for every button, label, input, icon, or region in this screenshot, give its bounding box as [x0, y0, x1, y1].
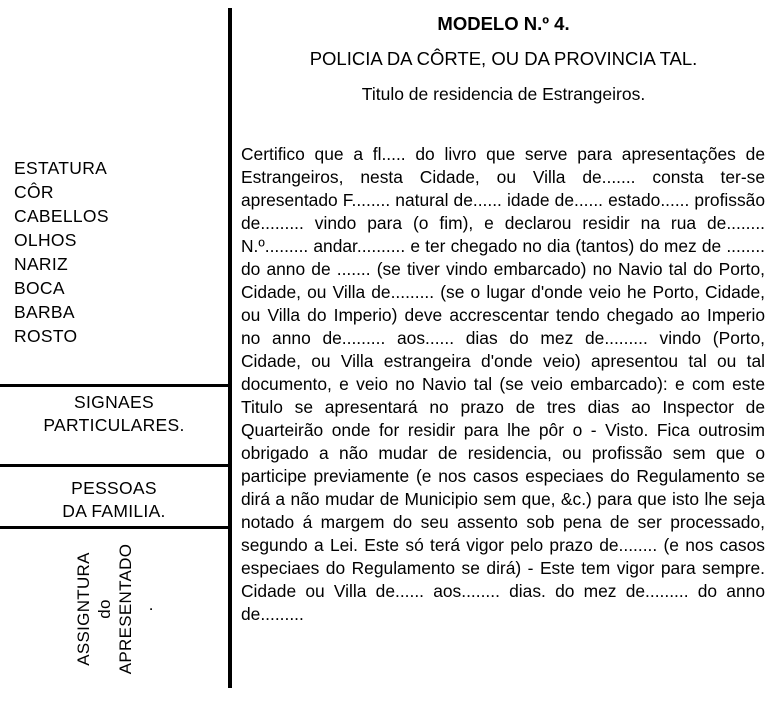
document-subheading: Titulo de residencia de Estrangeiros. [361, 84, 646, 104]
physical-traits-list [14, 156, 109, 348]
trait-label-barba: BARBA [14, 302, 75, 322]
pessoas-line-1: PESSOAS [71, 478, 157, 498]
document-title: MODELO N.º 4. [437, 13, 570, 34]
signature-rotated-label [73, 539, 161, 679]
signature-line-1: ASSIGNTURA [74, 552, 93, 666]
section-divider-middle [0, 464, 230, 467]
signature-line-4: . [137, 606, 156, 612]
signaes-line-1: SIGNAES [74, 392, 154, 412]
trait-label-estatura: ESTATURA [14, 158, 108, 178]
document-body [240, 0, 767, 719]
pessoas-line-2: DA FAMILIA. [62, 501, 166, 521]
document-subtitle: POLICIA DA CÔRTE, OU DA PROVINCIA TAL. [309, 48, 698, 69]
trait-label-cabellos: CABELLOS [14, 206, 109, 226]
vertical-divider [228, 8, 232, 688]
trait-label-rosto: ROSTO [14, 326, 78, 346]
signature-line-2: do [95, 599, 114, 619]
pessoas-section-label [0, 477, 228, 523]
certificate-text: Certifico que a fl..... do livro que serve para apresentações de Estrangeiros, nesta Cidade, ou Villa de....... consta ter-se apresentado F........ natural de...... idade de...... estado...... profissão de......... vindo para (o fim), e declarou residir na rua de........ N.º......... andar.......... e ter chegado no dia (tantos) do mez de ........ do anno de ....... (se tiver vindo embarcado) no Navio tal do Porto, Cidade, ou Villa de......... (se o lugar d'onde veio he Porto, Cidade, ou Villa do Imperio) deve accrescentar tendo chegado ao Imperio no anno de......... aos...... dias do mez de......... vindo (Porto, Cidade, ou Villa estrangeira d'onde veio) apresentou tal ou tal documento, e veio no Navio tal (se veio embarcado): e com este Titulo se apresentará no prazo de tres dias ao Inspector de Quarteirão onde for residir para lhe pôr o - Visto. Fica outrosim obrigado a não mudar de residencia, ou profissão sem que o participe previamente (e nos casos especiaes do Regulamento se dirá a não mudar de Municipio sem que, &c.) para que isto lhe seja notado á margem do seu assento sob pena de ser processado, segundo a Lei. Este só terá vigor pelo prazo de........ (e nos casos especiaes do Regulamento se dirá) - Este tem vigor para sempre. Cidade ou Villa de...... aos........ dias. do mez de......... do anno de......... [241, 144, 765, 624]
signaes-line-2: PARTICULARES. [43, 415, 185, 435]
descriptor-column [0, 0, 228, 719]
signaes-section-label [0, 391, 228, 437]
section-divider-bottom [0, 526, 230, 529]
signature-line-3: APRESENTADO [116, 543, 135, 675]
trait-label-cor: CÔR [14, 182, 54, 202]
trait-label-olhos: OLHOS [14, 230, 77, 250]
trait-label-nariz: NARIZ [14, 254, 68, 274]
trait-label-boca: BOCA [14, 278, 65, 298]
section-divider-top [0, 384, 230, 387]
